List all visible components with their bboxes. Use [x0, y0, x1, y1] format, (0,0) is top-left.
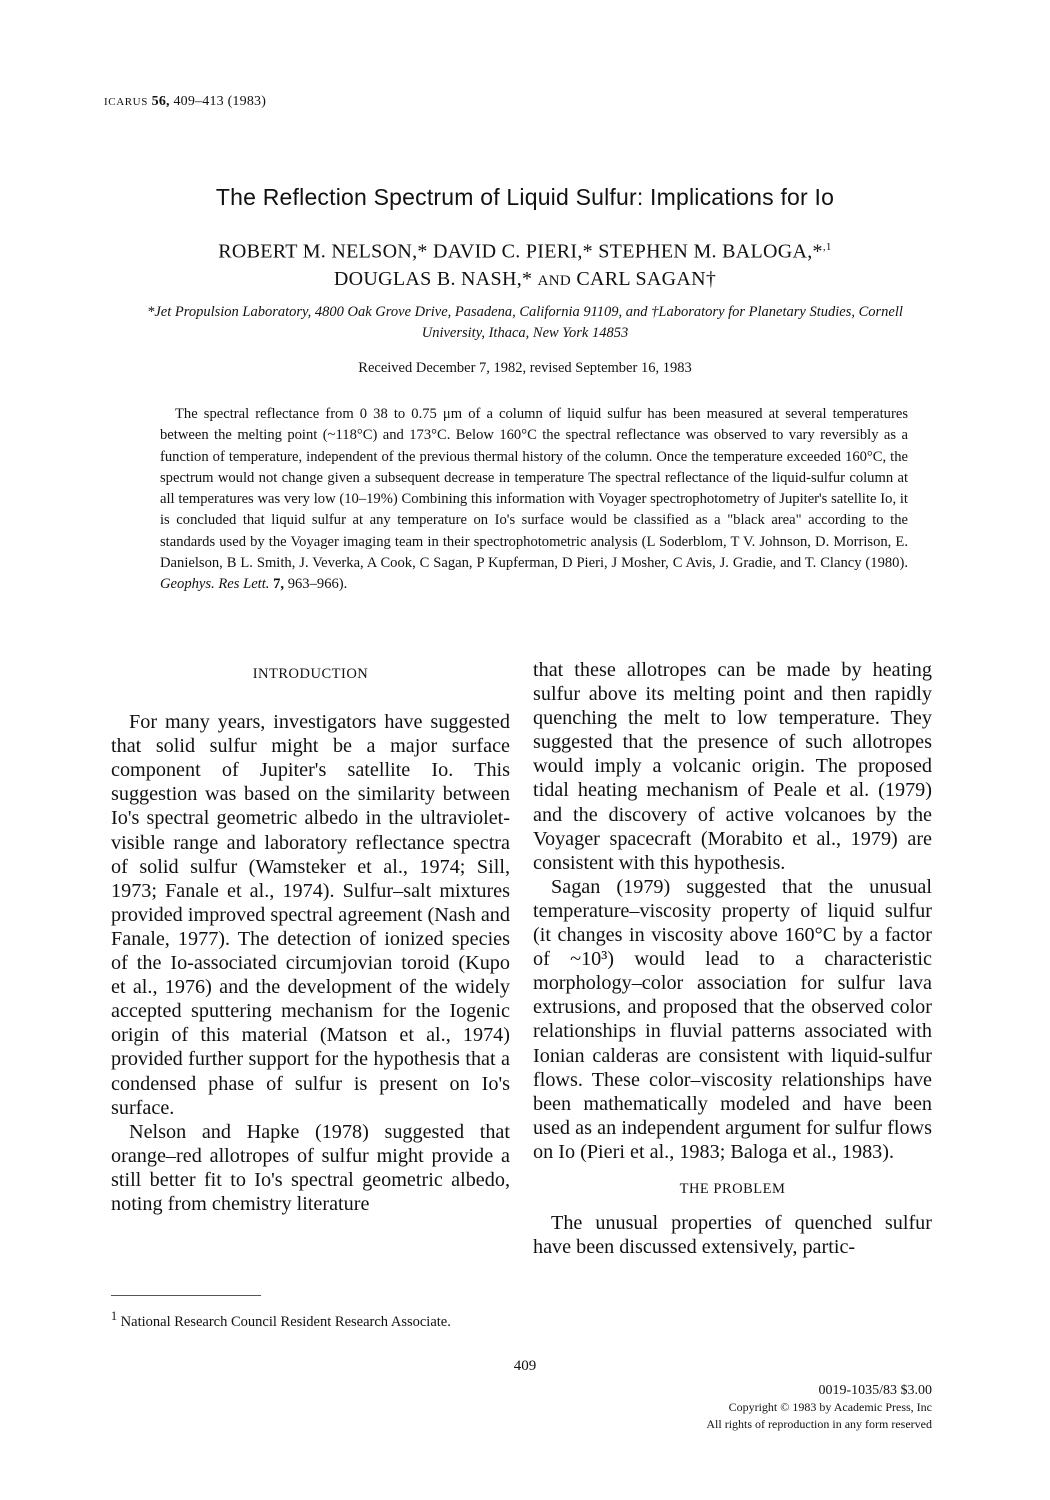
abstract-text: The spectral reflectance from 0 38 to 0.75 μm of a column of liquid sulfur has been measured at several temperatures between the melting point (~118°C) and 173°C. Below 160°C the spectral reflectance was observed to vary reversibly as a function of temperature, independent of the previous thermal history of the column. Once the temperature exceeded 160°C, the spectrum would not change given a subsequent decrease in temperature The spectral reflectance of the liquid-sulfur column at all temperatures was very low (10–19%) Combining this information with Voyager spectrophotometry of Jupiter's satellite Io, it is concluded that liquid sulfur at any temperature on Io's surface would be classified as a "black area" according to the standards used by the Voyager imaging team in their spectrophotometric analysis (L Soderblom, T V. Johnson, D. Morrison, E. Danielson, B L. Smith, J. Veverka, A Cook, C Sagan, P Kupferman, D Pieri, J Mosher, C Avis, J. Gradie, and T. Clancy (1980). — [160, 406, 908, 572]
journal-volume: 56, — [151, 94, 170, 109]
left-column — [111, 660, 510, 1216]
abstract — [160, 404, 908, 596]
right-column — [533, 658, 932, 1259]
introduction-heading: INTRODUCTION — [252, 666, 369, 682]
authors-first-line: ROBERT M. NELSON,* DAVID C. PIERI,* STEPHEN M. BALOGA,* — [218, 240, 823, 263]
abstract-cite-journal: Geophys. Res Lett. — [160, 576, 270, 593]
journal-name: ICARUS — [104, 96, 148, 108]
author-list — [0, 234, 1050, 295]
intro-paragraph-2: Nelson and Hapke (1978) suggested that orange–red allotropes of sulfur might provide a still better fit to Io's spectral geometric albedo, noting from chemistry literature — [111, 1120, 510, 1215]
article-title: The Reflection Spectrum of Liquid Sulfur: Implications for Io — [215, 184, 835, 210]
footnote-marker: 1 — [111, 1309, 118, 1323]
footnote-divider — [111, 1295, 261, 1296]
author-footnote-marker: ,1 — [822, 241, 832, 253]
received-dates: Received December 7, 1982, revised September 16, 1983 — [358, 360, 692, 376]
right-paragraph-2: Sagan (1979) suggested that the unusual temperature–viscosity property of liquid sulfur (it changes in viscosity above 160°C by a factor of ~10³) would lead to a characteristic morphology–color association for sulfur lava extrusions, and proposed that the observed color relationships in fluvial patterns associated with Ionian calderas are consistent with liquid-sulfur flows. These color–viscosity relationships have been mathematically modeled and have been used as an independent argument for sulfur flows on Io (Pieri et al., 1983; Baloga et al., 1983). — [533, 875, 932, 1163]
footnote — [111, 1306, 510, 1332]
author-line-2 — [0, 266, 1050, 295]
abstract-cite-pages: 963–966). — [287, 576, 348, 593]
running-header — [104, 94, 266, 110]
abstract-paragraph — [160, 404, 908, 596]
right-paragraph-1: that these allotropes can be made by heating sulfur above its melting point and then rapidly quenching the melt to low temperature. They suggested that the presence of such allotropes would imply a volcanic origin. The proposed tidal heating mechanism of Peale et al. (1979) and the discovery of active volcanoes by the Voyager spacecraft (Morabito et al., 1979) are consistent with this hypothesis. — [533, 659, 932, 874]
footnote-text: National Research Council Resident Research Associate. — [120, 1313, 451, 1330]
copyright-line-1: Copyright © 1983 by Academic Press, Inc — [728, 1400, 932, 1414]
journal-pages-year: 409–413 (1983) — [173, 94, 267, 109]
authors-second-line-a: DOUGLAS B. NASH,* — [333, 267, 533, 290]
problem-heading: THE PROBLEM — [679, 1180, 786, 1197]
copyright-block — [706, 1382, 932, 1433]
authors-second-line-b: CARL SAGAN† — [576, 267, 717, 290]
authors-and: AND — [537, 272, 572, 289]
problem-paragraph-1: The unusual properties of quenched sulfur have been discussed extensively, partic- — [533, 1212, 932, 1259]
affiliations: *Jet Propulsion Laboratory, 4800 Oak Grove Drive, Pasadena, California 91109, and †Laboratory for Planetary Studies, Cornell University, Ithaca, New York 14853 — [147, 304, 903, 341]
abstract-cite-volume: 7, — [273, 576, 285, 593]
author-line-1 — [0, 234, 1050, 266]
page-number: 409 — [513, 1358, 537, 1374]
copyright-price: 0019-1035/83 $3.00 — [818, 1383, 932, 1398]
copyright-line-2: All rights of reproduction in any form reserved — [706, 1417, 932, 1431]
intro-paragraph-1: For many years, investigators have suggested that solid sulfur might be a major surface component of Jupiter's satellite Io. This suggestion was based on the similarity between Io's spectral geometric albedo in the ultraviolet-visible range and laboratory reflectance spectra of solid sulfur (Wamsteker et al., 1974; Sill, 1973; Fanale et al., 1974). Sulfur–salt mixtures provided improved spectral agreement (Nash and Fanale, 1977). The detection of ionized species of the Io-associated circumjovian toroid (Kupo et al., 1976) and the development of the widely accepted sputtering mechanism for the Iogenic origin of this material (Matson et al., 1974) provided further support for the hypothesis that a condensed phase of sulfur is present on Io's surface. — [111, 711, 510, 1119]
